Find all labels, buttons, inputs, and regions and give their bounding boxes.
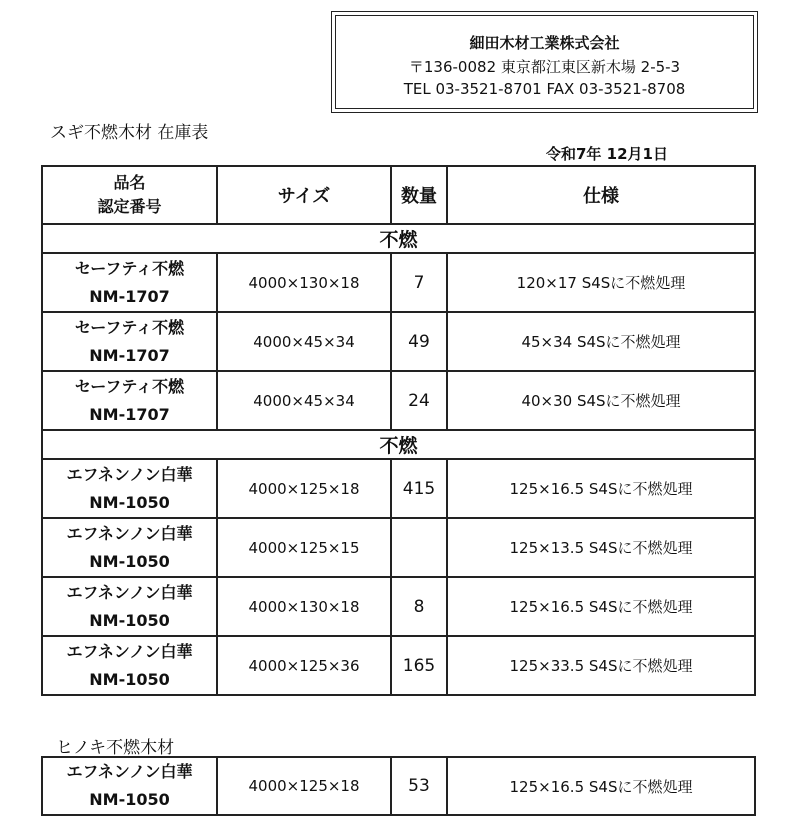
product-name: エフネンノン白華	[66, 464, 193, 484]
product-size: 4000×125×15	[217, 518, 391, 577]
certification-number: NM-1050	[89, 669, 170, 689]
certification-number: NM-1707	[89, 286, 170, 306]
sugi-inventory-table	[41, 165, 756, 696]
group-header-row	[42, 430, 755, 459]
product-spec: 125×16.5 S4Sに不燃処理	[447, 459, 755, 518]
product-name-cell	[42, 459, 217, 518]
product-spec: 125×16.5 S4Sに不燃処理	[447, 577, 755, 636]
product-quantity: 7	[391, 253, 447, 312]
header-spec: 仕様	[447, 166, 755, 224]
product-size: 4000×130×18	[217, 577, 391, 636]
product-quantity: 49	[391, 312, 447, 371]
product-size: 4000×45×34	[217, 371, 391, 430]
product-name-cell	[42, 371, 217, 430]
table-row	[42, 371, 755, 430]
product-name: セーフティ不燃	[74, 258, 185, 278]
certification-number: NM-1050	[89, 610, 170, 630]
company-info-box	[331, 11, 758, 113]
document-date: 令和7年 12月1日	[546, 145, 668, 163]
product-quantity: 53	[391, 757, 447, 815]
company-address: 〒136-0082 東京都江東区新木場 2-5-3	[408, 58, 681, 76]
product-name: エフネンノン白華	[66, 582, 193, 602]
product-name-cell	[42, 577, 217, 636]
table-row	[42, 518, 755, 577]
group-label: 不燃	[42, 224, 755, 253]
product-quantity: 165	[391, 636, 447, 695]
certification-number: NM-1707	[89, 345, 170, 365]
product-size: 4000×125×18	[217, 757, 391, 815]
company-info-inner	[335, 15, 754, 109]
group-header-row	[42, 224, 755, 253]
product-name-cell	[42, 253, 217, 312]
product-name: エフネンノン白華	[66, 523, 193, 543]
table-row	[42, 253, 755, 312]
table-header-row	[42, 166, 755, 224]
product-spec: 120×17 S4Sに不燃処理	[447, 253, 755, 312]
group-label: 不燃	[42, 430, 755, 459]
table-row	[42, 459, 755, 518]
table-row	[42, 577, 755, 636]
product-name: エフネンノン白華	[66, 762, 193, 781]
hinoki-section-title: ヒノキ不燃木材	[56, 738, 175, 758]
table-row	[42, 312, 755, 371]
product-size: 4000×45×34	[217, 312, 391, 371]
product-name-cell	[42, 636, 217, 695]
product-size: 4000×125×18	[217, 459, 391, 518]
product-size: 4000×125×36	[217, 636, 391, 695]
product-name: セーフティ不燃	[74, 376, 185, 396]
product-name: エフネンノン白華	[66, 641, 193, 661]
product-spec: 45×34 S4Sに不燃処理	[447, 312, 755, 371]
product-name-cell	[42, 518, 217, 577]
header-qty: 数量	[391, 166, 447, 224]
header-cert: 認定番号	[97, 197, 162, 216]
product-quantity: 24	[391, 371, 447, 430]
product-spec: 40×30 S4Sに不燃処理	[447, 371, 755, 430]
product-size: 4000×130×18	[217, 253, 391, 312]
table-row	[42, 757, 755, 815]
product-quantity	[391, 518, 447, 577]
product-spec: 125×33.5 S4Sに不燃処理	[447, 636, 755, 695]
certification-number: NM-1050	[89, 790, 170, 809]
product-name-cell	[42, 312, 217, 371]
header-name-cert	[42, 166, 217, 224]
certification-number: NM-1050	[89, 551, 170, 571]
company-contact: TEL 03-3521-8701 FAX 03-3521-8708	[403, 80, 686, 98]
header-name: 品名	[113, 173, 146, 192]
product-name-cell	[42, 757, 217, 815]
company-name: 細田木材工業株式会社	[469, 34, 620, 52]
product-spec: 125×13.5 S4Sに不燃処理	[447, 518, 755, 577]
product-quantity: 415	[391, 459, 447, 518]
certification-number: NM-1707	[89, 404, 170, 424]
header-size: サイズ	[217, 166, 391, 224]
product-name: セーフティ不燃	[74, 317, 185, 337]
product-quantity: 8	[391, 577, 447, 636]
hinoki-inventory-table	[41, 756, 756, 816]
certification-number: NM-1050	[89, 492, 170, 512]
product-spec: 125×16.5 S4Sに不燃処理	[447, 757, 755, 815]
table-row	[42, 636, 755, 695]
sugi-section-title: スギ不燃木材 在庫表	[50, 123, 209, 143]
